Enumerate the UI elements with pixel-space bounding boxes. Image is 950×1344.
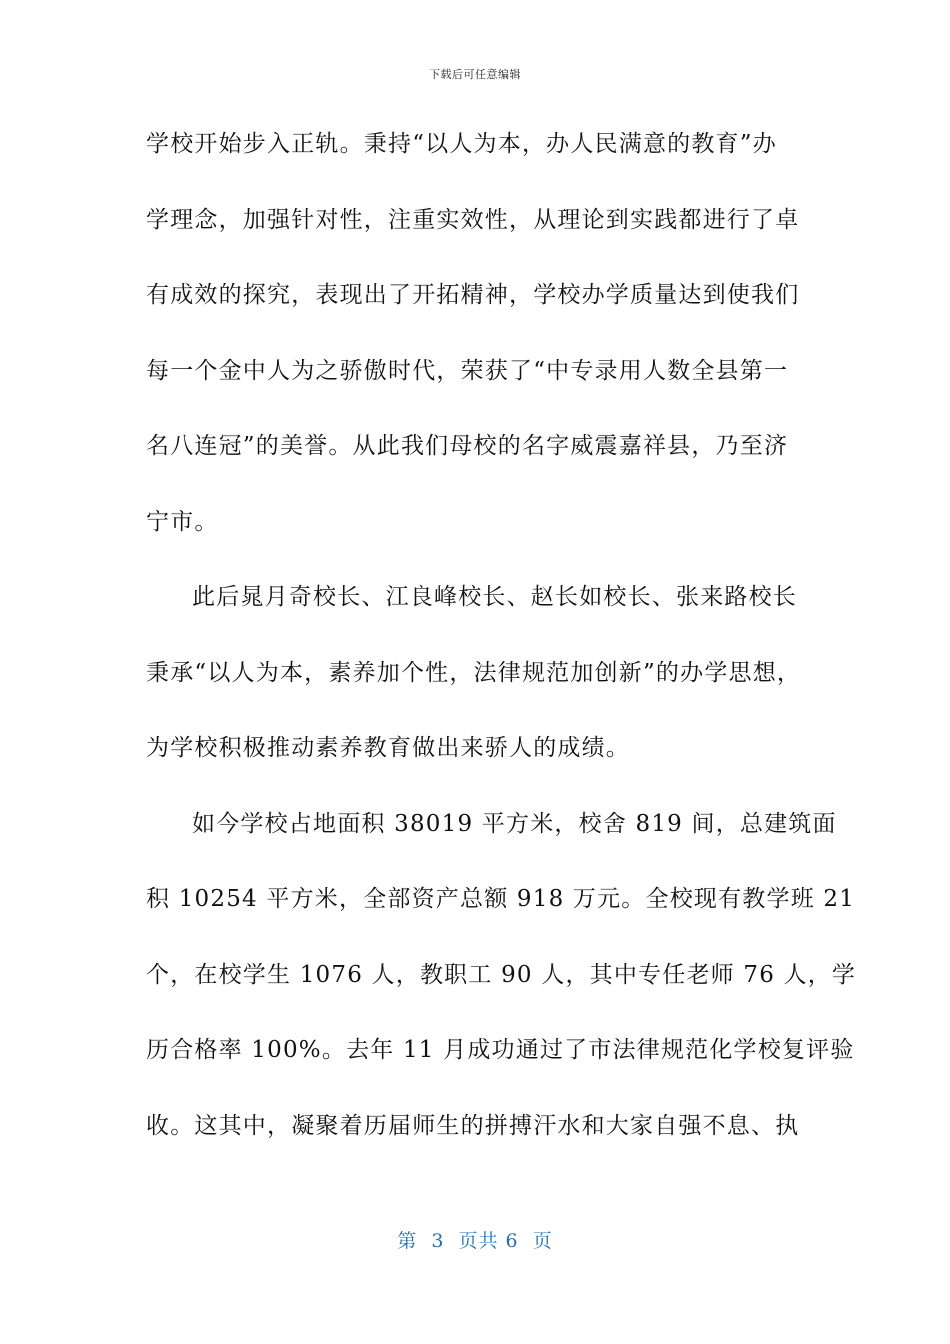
text-line: 有成效的探究，表现出了开拓精神，学校办学质量达到使我们 [146, 282, 800, 308]
text-line: 为学校积极推动素养教育做出来骄人的成绩。 [146, 735, 630, 761]
page-number-footer: 第 3 页共 6 页 [397, 1230, 553, 1252]
text-line: 秉承“以人为本，素养加个性，法律规范加创新”的办学思想， [146, 659, 802, 686]
text-line: 积 10254 平方米，全部资产总额 918 万元。全校现有教学班 21 [146, 886, 856, 912]
page-header: 下载后可任意编辑 [429, 68, 521, 81]
text-line: 学理念，加强针对性，注重实效性，从理论到实践都进行了卓 [146, 206, 800, 233]
document-body [146, 124, 857, 1181]
text-line: 每一个金中人为之骄傲时代，荣获了“中专录用人数全县第一 [146, 357, 789, 384]
text-line: 学校开始步入正轨。秉持“以人为本，办人民满意的教育”办 [146, 131, 777, 157]
text-line: 个，在校学生 1076 人，教职工 90 人，其中专任老师 76 人，学 [146, 961, 857, 988]
text-line: 宁市。 [146, 508, 219, 535]
paragraph-start-line: 此后晁月奇校长、江良峰校长、赵长如校长、张来路校长 [192, 584, 797, 610]
text-line: 收。这其中，凝聚着历届师生的拼搏汗水和大家自强不息、执 [146, 1112, 800, 1139]
paragraph-start-line: 如今学校占地面积 38019 平方米，校舍 819 间，总建筑面 [192, 810, 837, 837]
text-line: 历合格率 100%。去年 11 月成功通过了市法律规范化学校复评验 [146, 1037, 855, 1063]
text-line: 名八连冠”的美誉。从此我们母校的名字威震嘉祥县，乃至济 [146, 433, 789, 459]
